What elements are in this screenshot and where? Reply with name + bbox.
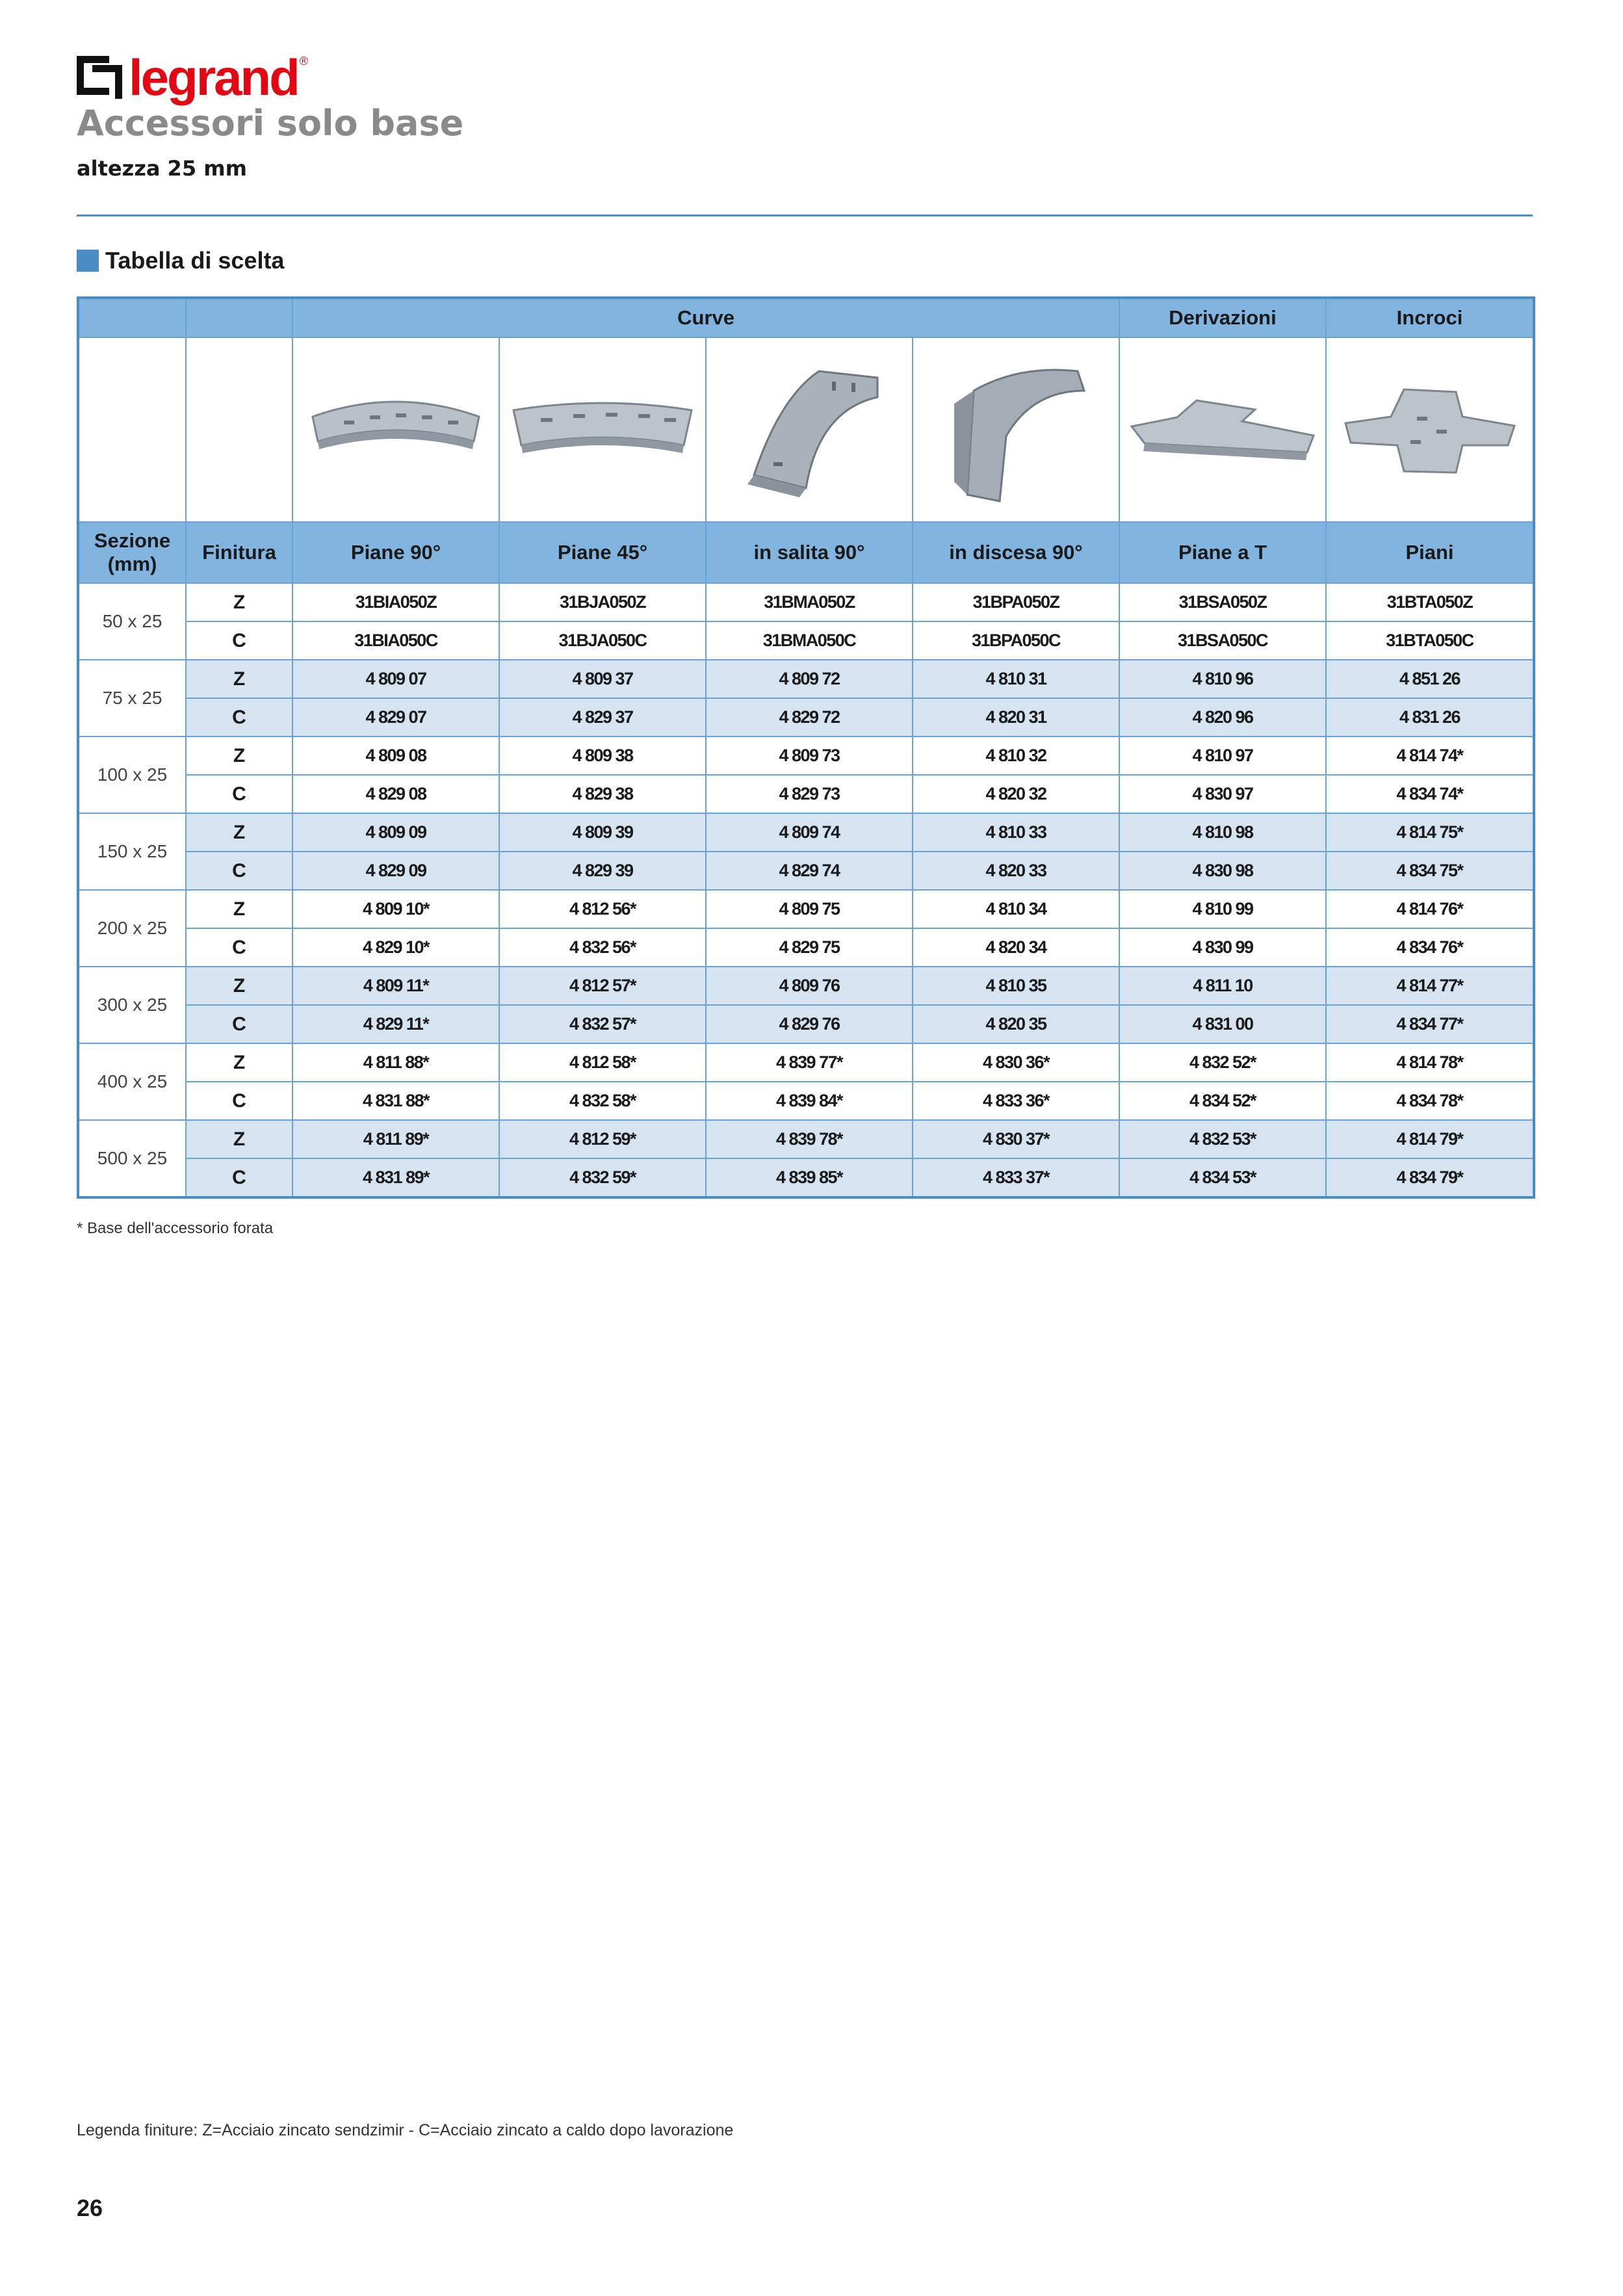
- product-code-cell: 31BPA050C: [913, 621, 1119, 660]
- section-size-cell: 100 x 25: [78, 737, 186, 813]
- section-size-cell: 50 x 25: [78, 583, 186, 660]
- product-code-cell: 4 829 39: [499, 852, 706, 890]
- product-code-cell: 4 814 75*: [1326, 813, 1534, 852]
- product-code-cell: 4 829 10*: [292, 928, 499, 967]
- product-code-cell: 4 812 57*: [499, 967, 706, 1005]
- product-code-cell: 4 831 88*: [292, 1082, 499, 1120]
- product-code-cell: 4 811 89*: [292, 1120, 499, 1158]
- product-code-cell: 4 809 07: [292, 660, 499, 698]
- product-code-cell: 4 809 76: [706, 967, 913, 1005]
- product-code-cell: 4 831 26: [1326, 698, 1534, 737]
- product-code-cell: 4 839 77*: [706, 1043, 913, 1082]
- column-header-row: [78, 522, 1534, 583]
- finish-legend: Legenda finiture: Z=Acciaio zincato sendzimir - C=Acciaio zincato a caldo dopo lavorazione: [77, 2121, 734, 2139]
- product-code-cell: 4 810 97: [1119, 737, 1326, 775]
- product-code-cell: 4 809 38: [499, 737, 706, 775]
- table-row: [78, 1120, 1534, 1158]
- section-title: Tabella di scelta: [105, 247, 285, 274]
- product-code-cell: 4 820 34: [913, 928, 1119, 967]
- product-code-cell: 31BJA050C: [499, 621, 706, 660]
- finish-cell: C: [186, 1082, 292, 1120]
- table-row: [78, 890, 1534, 928]
- section-size-cell: 75 x 25: [78, 660, 186, 737]
- finish-cell: C: [186, 1158, 292, 1197]
- table-row: [78, 1158, 1534, 1197]
- product-code-cell: 4 820 32: [913, 775, 1119, 813]
- product-code-cell: 4 812 56*: [499, 890, 706, 928]
- product-code-cell: 31BIA050C: [292, 621, 499, 660]
- product-code-cell: 4 839 85*: [706, 1158, 913, 1197]
- product-code-cell: 4 834 53*: [1119, 1158, 1326, 1197]
- product-code-cell: 4 832 57*: [499, 1005, 706, 1043]
- curve-flat-45-image: [499, 337, 706, 522]
- legrand-logo: [77, 51, 308, 104]
- table-row: [78, 1043, 1534, 1082]
- table-row: [78, 852, 1534, 890]
- finish-cell: Z: [186, 1043, 292, 1082]
- section-size-cell: 200 x 25: [78, 890, 186, 967]
- legrand-logo-mark: [77, 56, 122, 99]
- registered-mark: ®: [299, 55, 308, 68]
- product-code-cell: 4 839 84*: [706, 1082, 913, 1120]
- product-code-cell: 4 810 96: [1119, 660, 1326, 698]
- product-code-cell: 31BMA050Z: [706, 583, 913, 621]
- section-size-cell: 300 x 25: [78, 967, 186, 1043]
- finish-cell: Z: [186, 813, 292, 852]
- product-code-cell: 4 829 07: [292, 698, 499, 737]
- finish-cell: C: [186, 698, 292, 737]
- product-code-cell: 4 820 33: [913, 852, 1119, 890]
- product-code-cell: 4 829 37: [499, 698, 706, 737]
- image-empty-cell: [78, 337, 186, 522]
- product-code-cell: 4 833 37*: [913, 1158, 1119, 1197]
- product-code-cell: 4 832 59*: [499, 1158, 706, 1197]
- product-code-cell: 4 830 36*: [913, 1043, 1119, 1082]
- product-code-cell: 31BPA050Z: [913, 583, 1119, 621]
- product-code-cell: 4 809 72: [706, 660, 913, 698]
- product-code-cell: 31BMA050C: [706, 621, 913, 660]
- table-row: [78, 1005, 1534, 1043]
- group-empty-cell: [78, 298, 186, 337]
- product-code-cell: 4 830 98: [1119, 852, 1326, 890]
- product-code-cell: 4 809 39: [499, 813, 706, 852]
- table-row: [78, 737, 1534, 775]
- product-code-cell: 31BTA050C: [1326, 621, 1534, 660]
- group-header-row: [78, 298, 1534, 337]
- footnote: * Base dell'accessorio forata: [77, 1220, 274, 1237]
- product-code-cell: 4 809 11*: [292, 967, 499, 1005]
- product-code-cell: 4 810 98: [1119, 813, 1326, 852]
- finish-cell: Z: [186, 660, 292, 698]
- finish-cell: C: [186, 621, 292, 660]
- finish-cell: Z: [186, 583, 292, 621]
- header-divider: [77, 215, 1533, 216]
- product-code-cell: 4 809 73: [706, 737, 913, 775]
- group-incroci: Incroci: [1326, 298, 1534, 337]
- product-code-cell: 4 810 35: [913, 967, 1119, 1005]
- finish-cell: Z: [186, 967, 292, 1005]
- product-code-cell: 31BIA050Z: [292, 583, 499, 621]
- page-number: 26: [77, 2195, 103, 2221]
- product-code-cell: 4 829 09: [292, 852, 499, 890]
- finish-cell: Z: [186, 737, 292, 775]
- product-code-cell: 4 832 53*: [1119, 1120, 1326, 1158]
- product-code-cell: 4 834 52*: [1119, 1082, 1326, 1120]
- product-code-cell: 4 839 78*: [706, 1120, 913, 1158]
- product-code-cell: 4 809 37: [499, 660, 706, 698]
- product-code-cell: 4 809 75: [706, 890, 913, 928]
- finish-cell: C: [186, 852, 292, 890]
- product-code-cell: 4 820 35: [913, 1005, 1119, 1043]
- page-subtitle: altezza 25 mm: [77, 156, 247, 181]
- product-code-cell: 4 829 75: [706, 928, 913, 967]
- product-code-cell: 4 810 34: [913, 890, 1119, 928]
- product-code-cell: 4 814 78*: [1326, 1043, 1534, 1082]
- finish-cell: C: [186, 1005, 292, 1043]
- product-code-cell: 4 814 76*: [1326, 890, 1534, 928]
- table-row: [78, 775, 1534, 813]
- product-code-cell: 31BTA050Z: [1326, 583, 1534, 621]
- product-code-cell: 4 851 26: [1326, 660, 1534, 698]
- table-row: [78, 698, 1534, 737]
- section-size-cell: 500 x 25: [78, 1120, 186, 1197]
- tee-image: [1119, 337, 1326, 522]
- product-code-cell: 4 834 75*: [1326, 852, 1534, 890]
- product-code-cell: 4 829 74: [706, 852, 913, 890]
- product-code-cell: 4 829 72: [706, 698, 913, 737]
- col-header-discesa-90: in discesa 90°: [913, 522, 1119, 583]
- col-header-piani: Piani: [1326, 522, 1534, 583]
- product-code-cell: 4 811 10: [1119, 967, 1326, 1005]
- table-row: [78, 967, 1534, 1005]
- product-code-cell: 4 810 33: [913, 813, 1119, 852]
- product-code-cell: 4 830 97: [1119, 775, 1326, 813]
- brand-name: legrand: [129, 49, 298, 106]
- cross-image: [1326, 337, 1534, 522]
- product-code-cell: 4 834 74*: [1326, 775, 1534, 813]
- product-code-cell: 4 811 88*: [292, 1043, 499, 1082]
- curve-flat-90-image: [292, 337, 499, 522]
- table-row: [78, 928, 1534, 967]
- product-code-cell: 4 834 77*: [1326, 1005, 1534, 1043]
- product-code-cell: 4 831 89*: [292, 1158, 499, 1197]
- col-header-piane-t: Piane a T: [1119, 522, 1326, 583]
- product-code-cell: 4 809 74: [706, 813, 913, 852]
- product-code-cell: 4 829 73: [706, 775, 913, 813]
- group-derivazioni: Derivazioni: [1119, 298, 1326, 337]
- product-code-cell: 4 832 56*: [499, 928, 706, 967]
- product-code-cell: 4 833 36*: [913, 1082, 1119, 1120]
- product-code-cell: 31BJA050Z: [499, 583, 706, 621]
- col-header-piane-90: Piane 90°: [292, 522, 499, 583]
- product-code-cell: 4 834 78*: [1326, 1082, 1534, 1120]
- product-code-cell: 4 812 58*: [499, 1043, 706, 1082]
- table-row: [78, 813, 1534, 852]
- selection-table: [77, 296, 1535, 1199]
- col-header-piane-45: Piane 45°: [499, 522, 706, 583]
- product-code-cell: 4 834 79*: [1326, 1158, 1534, 1197]
- group-empty-cell: [186, 298, 292, 337]
- curve-up-90-image: [706, 337, 913, 522]
- table-row: [78, 660, 1534, 698]
- finish-cell: C: [186, 928, 292, 967]
- product-code-cell: 4 810 31: [913, 660, 1119, 698]
- product-code-cell: 4 820 31: [913, 698, 1119, 737]
- product-code-cell: 4 810 99: [1119, 890, 1326, 928]
- image-row: [78, 337, 1534, 522]
- section-size-cell: 400 x 25: [78, 1043, 186, 1120]
- product-code-cell: 4 830 99: [1119, 928, 1326, 967]
- product-code-cell: 4 830 37*: [913, 1120, 1119, 1158]
- image-empty-cell: [186, 337, 292, 522]
- product-code-cell: 4 809 10*: [292, 890, 499, 928]
- section-size-cell: 150 x 25: [78, 813, 186, 890]
- product-code-cell: 31BSA050C: [1119, 621, 1326, 660]
- group-curve: Curve: [292, 298, 1119, 337]
- product-code-cell: 4 834 76*: [1326, 928, 1534, 967]
- product-code-cell: 4 820 96: [1119, 698, 1326, 737]
- product-code-cell: 4 809 08: [292, 737, 499, 775]
- product-code-cell: 4 832 58*: [499, 1082, 706, 1120]
- product-code-cell: 4 829 76: [706, 1005, 913, 1043]
- finish-cell: C: [186, 775, 292, 813]
- table-body: [78, 583, 1534, 1197]
- curve-down-90-image: [913, 337, 1119, 522]
- product-code-cell: 4 829 08: [292, 775, 499, 813]
- product-code-cell: 4 814 79*: [1326, 1120, 1534, 1158]
- product-code-cell: 4 831 00: [1119, 1005, 1326, 1043]
- product-code-cell: 4 812 59*: [499, 1120, 706, 1158]
- page-title: Accessori solo base: [77, 103, 464, 144]
- finish-cell: Z: [186, 1120, 292, 1158]
- product-code-cell: 4 814 74*: [1326, 737, 1534, 775]
- table-row: [78, 621, 1534, 660]
- finish-cell: Z: [186, 890, 292, 928]
- product-code-cell: 4 810 32: [913, 737, 1119, 775]
- col-header-sezione: Sezione (mm): [78, 522, 186, 583]
- product-code-cell: 31BSA050Z: [1119, 583, 1326, 621]
- table-row: [78, 1082, 1534, 1120]
- section-square-icon: [77, 250, 99, 272]
- product-code-cell: 4 829 11*: [292, 1005, 499, 1043]
- section-heading: [77, 247, 284, 274]
- product-code-cell: 4 832 52*: [1119, 1043, 1326, 1082]
- product-code-cell: 4 809 09: [292, 813, 499, 852]
- col-header-salita-90: in salita 90°: [706, 522, 913, 583]
- col-header-finitura: Finitura: [186, 522, 292, 583]
- product-code-cell: 4 814 77*: [1326, 967, 1534, 1005]
- table-row: [78, 583, 1534, 621]
- product-code-cell: 4 829 38: [499, 775, 706, 813]
